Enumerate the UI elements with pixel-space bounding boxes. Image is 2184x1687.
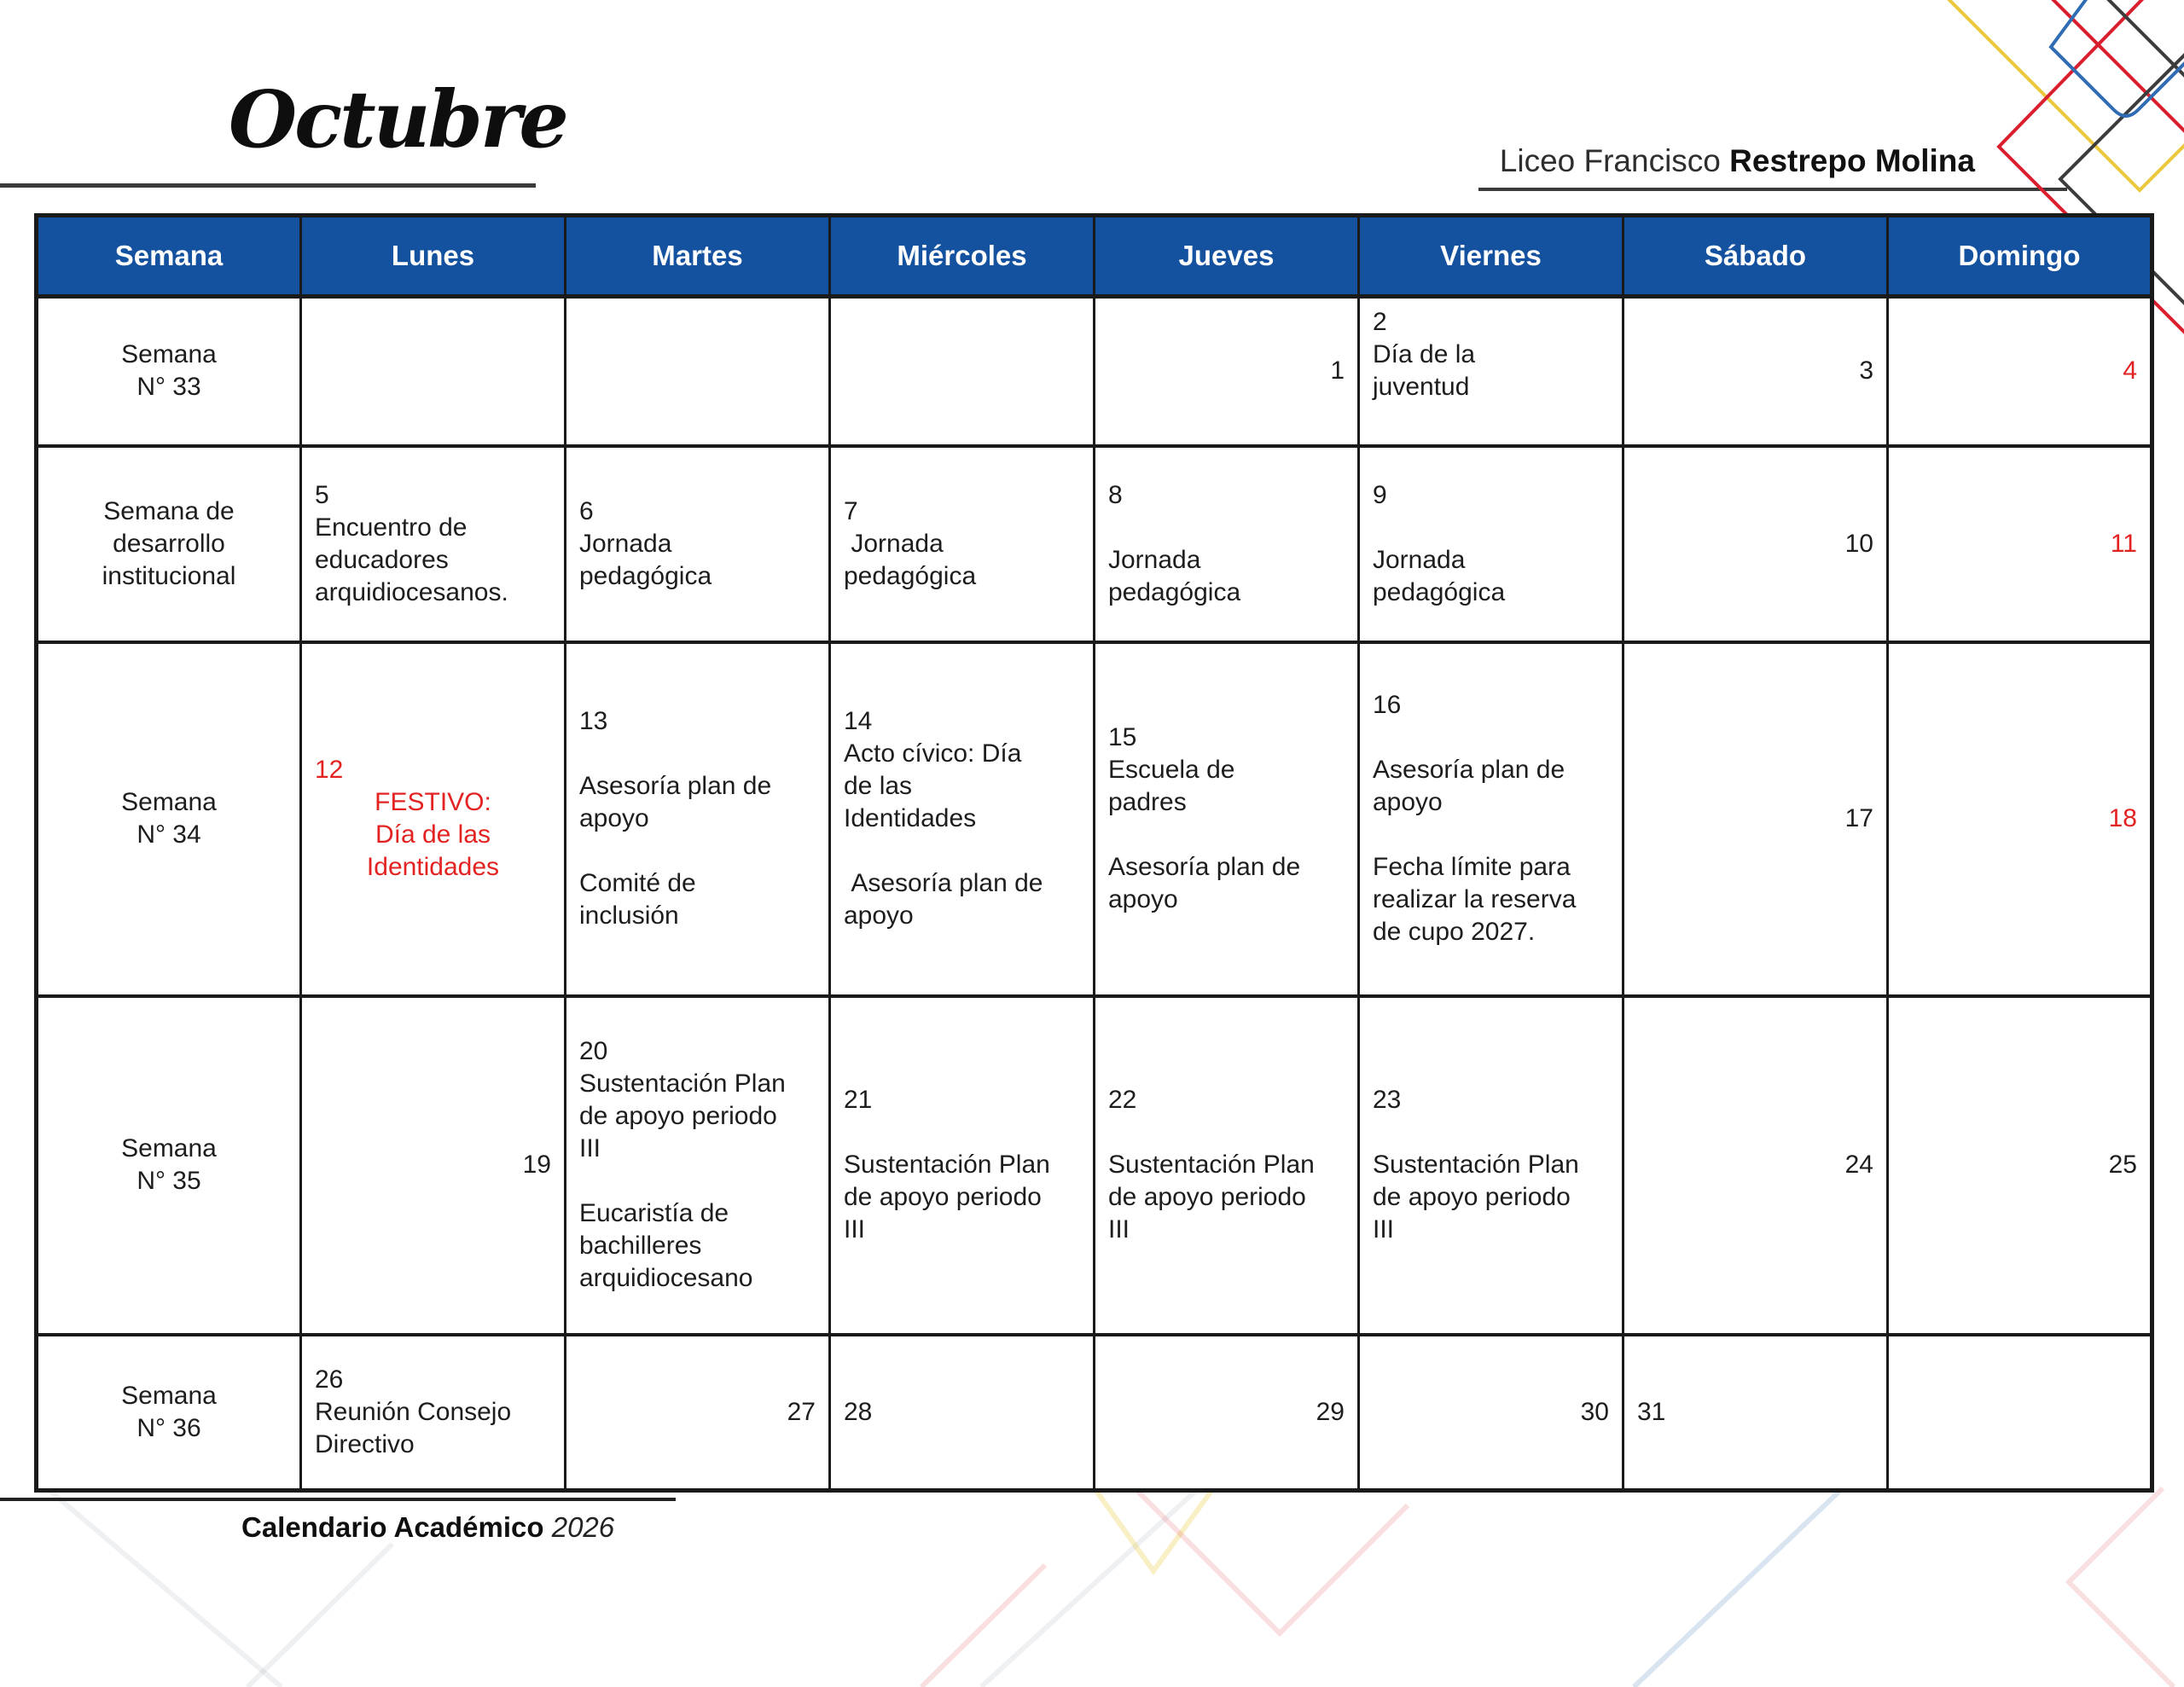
calendar-row <box>37 1335 2152 1491</box>
week-label-cell: Semana N° 34 <box>37 642 301 996</box>
calendar-table <box>34 213 2154 1493</box>
day-cell <box>1623 642 1888 996</box>
empty-day-cell <box>566 297 830 446</box>
column-header-2: Martes <box>566 216 830 297</box>
day-cell: 23 Sustentación Plan de apoyo periodo III <box>1359 996 1623 1335</box>
day-cell <box>1623 996 1888 1335</box>
school-name-bold: Restrepo Molina <box>1729 143 1975 178</box>
day-number: 18 <box>2108 804 2137 832</box>
column-header-4: Jueves <box>1095 216 1359 297</box>
footer-year: 2026 <box>543 1511 615 1543</box>
day-cell: 15 Escuela de padres Asesoría plan de apoyo <box>1095 642 1359 996</box>
calendar-body <box>37 297 2152 1491</box>
day-cell: 13 Asesoría plan de apoyo Comité de inclusión <box>566 642 830 996</box>
day-number: 31 <box>1637 1397 1666 1426</box>
column-header-6: Sábado <box>1623 216 1888 297</box>
column-header-3: Miércoles <box>830 216 1095 297</box>
footer-title: Calendario Académico <box>241 1511 544 1543</box>
calendar-row <box>37 642 2152 996</box>
day-cell: 12 FESTIVO: Día de las Identidades <box>301 642 566 996</box>
day-cell: 20 Sustentación Plan de apoyo periodo III Eucaristía de bachilleres arquidiocesano <box>566 996 830 1335</box>
column-header-0: Semana <box>37 216 301 297</box>
day-number: 28 <box>844 1397 873 1426</box>
empty-day-cell <box>830 297 1095 446</box>
calendar-header-row <box>37 216 2152 297</box>
day-number: 30 <box>1580 1397 1609 1426</box>
day-cell <box>301 996 566 1335</box>
week-label-cell: Semana N° 36 <box>37 1335 301 1491</box>
day-number: 1 <box>1330 357 1345 386</box>
day-cell <box>1888 642 2152 996</box>
day-number: 17 <box>1844 804 1873 832</box>
day-cell <box>1623 1335 1888 1491</box>
day-cell: 16 Asesoría plan de apoyo Fecha límite para realizar la reserva de cupo 2027. <box>1359 642 1623 996</box>
day-cell <box>1623 446 1888 642</box>
day-cell <box>1095 1335 1359 1491</box>
day-cell <box>1888 446 2152 642</box>
week-label-cell: Semana N° 35 <box>37 996 301 1335</box>
empty-day-cell <box>301 297 566 446</box>
day-cell: 14 Acto cívico: Día de las Identidades Asesoría plan de apoyo <box>830 642 1095 996</box>
week-label-cell: Semana de desarrollo institucional <box>37 446 301 642</box>
day-cell: 6 Jornada pedagógica <box>566 446 830 642</box>
day-cell <box>1359 1335 1623 1491</box>
day-cell <box>830 1335 1095 1491</box>
day-cell: 7 Jornada pedagógica <box>830 446 1095 642</box>
day-cell: 9 Jornada pedagógica <box>1359 446 1623 642</box>
day-number: 27 <box>787 1397 816 1426</box>
day-number: 24 <box>1844 1151 1873 1179</box>
day-number: 3 <box>1859 357 1873 386</box>
day-cell <box>1888 996 2152 1335</box>
footer-underline <box>0 1498 676 1501</box>
day-cell <box>1888 297 2152 446</box>
day-cell: 2 Día de la juventud <box>1359 297 1623 446</box>
column-header-5: Viernes <box>1359 216 1623 297</box>
day-cell: 8 Jornada pedagógica <box>1095 446 1359 642</box>
day-number: 11 <box>2110 529 2137 558</box>
footer-label <box>241 1511 614 1544</box>
day-cell: 26 Reunión Consejo Directivo <box>301 1335 566 1491</box>
day-cell <box>1095 297 1359 446</box>
day-cell <box>566 1335 830 1491</box>
month-title: Octubre <box>229 73 566 165</box>
column-header-1: Lunes <box>301 216 566 297</box>
day-number: 10 <box>1844 529 1873 558</box>
school-name-regular: Liceo Francisco <box>1499 143 1730 178</box>
day-cell <box>1623 297 1888 446</box>
corner-blue-diamond <box>2051 0 2184 116</box>
empty-day-cell <box>1888 1335 2152 1491</box>
calendar-row <box>37 996 2152 1335</box>
day-cell: 22 Sustentación Plan de apoyo periodo III <box>1095 996 1359 1335</box>
week-label-cell: Semana N° 33 <box>37 297 301 446</box>
column-header-7: Domingo <box>1888 216 2152 297</box>
calendar-row <box>37 297 2152 446</box>
day-cell: 21 Sustentación Plan de apoyo periodo III <box>830 996 1095 1335</box>
corner-black-line <box>2105 0 2184 96</box>
title-underline <box>0 183 536 188</box>
day-number: 19 <box>522 1151 551 1179</box>
day-cell: 5 Encuentro de educadores arquidiocesanos. <box>301 446 566 642</box>
day-number: 29 <box>1316 1397 1345 1426</box>
day-number: 25 <box>2108 1151 2137 1179</box>
day-number: 4 <box>2123 357 2137 386</box>
calendar-row <box>37 446 2152 642</box>
